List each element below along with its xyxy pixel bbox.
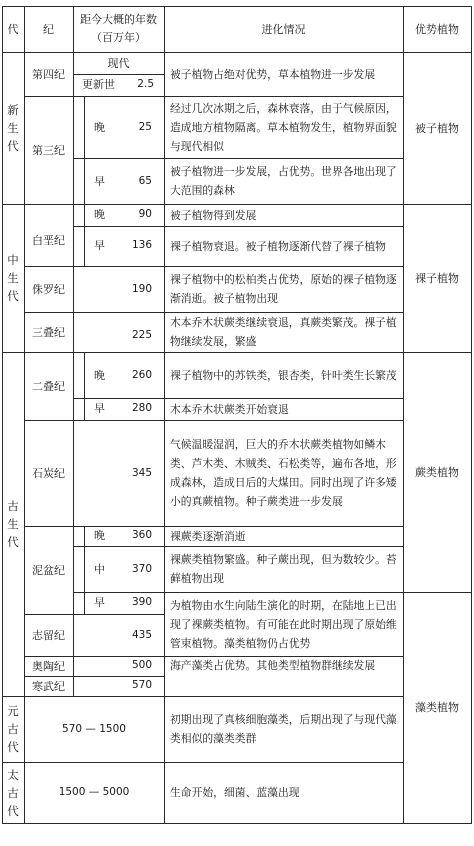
evolution-text: 裸子植物衰退。被子植物逐渐代替了裸子植物 — [170, 239, 386, 253]
epoch-row — [84, 96, 164, 158]
epoch-row — [73, 614, 164, 656]
header-period: 纪 — [43, 22, 54, 36]
epoch-value: 345 — [131, 467, 152, 479]
dominant-algae: 藻类植物 — [415, 701, 459, 714]
epoch-label: 中 — [94, 563, 105, 576]
evolution-text: 被子植物得到发展 — [170, 208, 257, 222]
epoch-label: 晚 — [94, 208, 105, 221]
epoch-row — [73, 74, 164, 96]
epoch-label: 更新世 — [82, 78, 115, 91]
epoch-row — [73, 312, 164, 352]
epoch-value: 390 — [131, 596, 152, 608]
era-mesozoic — [2, 204, 24, 352]
period-ordovician: 奥陶纪 — [32, 659, 65, 673]
era-label: 中生代 — [7, 253, 19, 303]
epoch-label: 早 — [94, 402, 105, 415]
period-triassic: 三叠纪 — [32, 325, 65, 339]
epoch-value: 435 — [131, 629, 152, 641]
epoch-row — [73, 676, 164, 696]
evolution-text: 初期出现了真核细胞藻类，后期出现了与现代藻类相似的藻类类群 — [170, 713, 397, 745]
epoch-row — [84, 546, 164, 592]
epoch-value: 25 — [138, 121, 152, 133]
header-time-line1: 距今大概的年数 — [80, 13, 157, 26]
epoch-label: 早 — [94, 175, 105, 188]
epoch-value: 280 — [131, 402, 152, 414]
epoch-value: 2.5 — [137, 78, 154, 90]
evolution-text: 海产藻类占优势。其他类型植物群继续发展 — [170, 659, 376, 672]
period-tertiary: 第三纪 — [32, 143, 65, 157]
era-label: 元古代 — [7, 704, 19, 754]
header-era: 代 — [7, 22, 19, 36]
epoch-value: 65 — [138, 175, 152, 187]
epoch-value: 500 — [131, 659, 152, 671]
border-right — [471, 6, 472, 824]
era-proterozoic — [2, 696, 24, 762]
dominant-gymnosperm: 裸子植物 — [415, 271, 459, 285]
evolution-text: 被子植物进一步发展，占优势。世界各地出现了大范围的森林 — [170, 165, 397, 197]
era-cenozoic — [2, 52, 24, 204]
period-cambrian: 寒武纪 — [32, 679, 65, 693]
epoch-value: 90 — [138, 208, 152, 220]
epoch-value: 190 — [131, 283, 152, 295]
evolution-text: 被子植物占绝对优势，草本植物进一步发展 — [170, 67, 376, 81]
epoch-row — [84, 526, 164, 546]
epoch-label: 晚 — [94, 529, 105, 542]
period-carboniferous: 石炭纪 — [32, 466, 65, 480]
epoch-value: 260 — [131, 369, 152, 381]
epoch-label: 晚 — [94, 121, 105, 134]
epoch-value: 1500 — 5000 — [58, 786, 130, 798]
epoch-label: 晚 — [94, 369, 105, 382]
period-quaternary: 第四纪 — [32, 67, 65, 81]
evolution-text: 木本乔木状蕨类继续衰退，真蕨类繁茂。裸子植物继续发展，繁盛 — [170, 316, 397, 348]
epoch-row — [73, 656, 164, 676]
epoch-value: 136 — [131, 239, 152, 251]
epoch-label: 现代 — [107, 56, 130, 70]
evolution-text: 裸蕨类逐渐消逝 — [170, 529, 246, 543]
epoch-value: 570 — [131, 679, 152, 691]
period-cretaceous: 白垩纪 — [32, 233, 65, 247]
evolution-text: 为植物由水生向陆生演化的时期，在陆地上已出现了裸蕨类植物。有可能在此时期出现了原始维管束植物。藻类植物仍占优势 — [170, 598, 397, 650]
epoch-row — [73, 266, 164, 312]
period-jurassic: 侏罗纪 — [32, 282, 65, 296]
period-silurian: 志留纪 — [32, 628, 65, 642]
epoch-value: 370 — [131, 563, 152, 575]
era-label: 太古代 — [7, 767, 19, 818]
period-permian: 二叠纪 — [32, 379, 65, 393]
epoch-row — [73, 420, 164, 526]
era-paleozoic — [2, 352, 24, 696]
epoch-row — [84, 204, 164, 226]
header-dominant: 优势植物 — [415, 22, 459, 36]
evolution-text: 裸子植物中的苏铁类，银杏类，针叶类生长繁茂 — [170, 368, 397, 382]
evolution-text: 气候温暖湿润，巨大的乔木状蕨类植物如鳞木类、芦木类、木贼类、石松类等，遍布各地，形成森林，造成日后的大煤田。同时出现了许多矮小的真蕨植物。种子蕨类进一步发展 — [170, 438, 397, 508]
epoch-label: 早 — [94, 596, 105, 609]
epoch-row — [84, 592, 164, 614]
epoch-value: 570 — 1500 — [62, 722, 126, 735]
dominant-fern: 蕨类植物 — [415, 465, 459, 479]
evolution-text: 生命开始，细菌、蓝藻出现 — [170, 786, 300, 799]
era-label: 古生代 — [7, 499, 19, 549]
evolution-text: 木本乔木状蕨类开始衰退 — [170, 402, 289, 416]
header-evolution: 进化情况 — [261, 22, 306, 36]
era-archean — [2, 762, 24, 823]
evolution-text: 裸蕨类植物繁盛。种子蕨出现，但为数较少。苔藓植物出现 — [170, 553, 397, 585]
evolution-text: 经过几次冰期之后，森林衰落，由于气候原因，造成地方植物隔离。草本植物发生，植物界面貌与现代相似 — [170, 101, 397, 153]
period-devonian: 泥盆纪 — [32, 563, 65, 577]
epoch-value: 360 — [131, 529, 152, 541]
epoch-row — [84, 352, 164, 398]
header-time-line2: （百万年） — [91, 31, 146, 44]
epoch-row — [84, 158, 164, 204]
era-label: 新生代 — [7, 103, 19, 153]
header-time — [73, 6, 164, 52]
dominant-angiosperm: 被子植物 — [415, 121, 459, 135]
epoch-row — [84, 226, 164, 266]
border-bottom — [2, 823, 472, 824]
epoch-value: 225 — [131, 329, 152, 341]
evolution-text: 裸子植物中的松柏类占优势，原始的裸子植物逐渐消逝。被子植物出现 — [170, 273, 397, 305]
epoch-row — [84, 398, 164, 420]
epoch-label: 早 — [94, 239, 105, 252]
